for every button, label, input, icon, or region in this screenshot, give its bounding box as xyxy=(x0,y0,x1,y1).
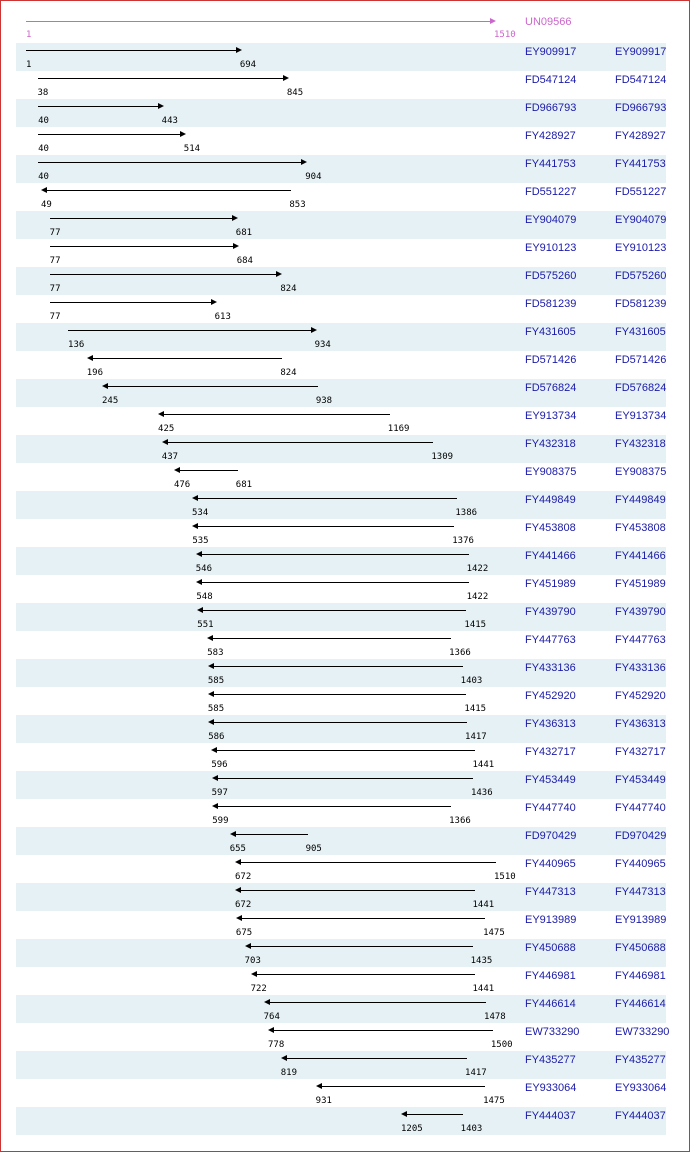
alignment-start: 476 xyxy=(173,480,191,490)
alignment-line xyxy=(203,610,466,611)
alignment-row xyxy=(1,155,689,183)
alignment-line xyxy=(168,442,434,443)
alignment-start: 585 xyxy=(207,704,225,714)
alignment-row xyxy=(1,939,689,967)
sequence-id-link[interactable]: EW733290 xyxy=(525,1026,580,1038)
sequence-id-link-secondary[interactable]: FY441753 xyxy=(615,158,666,170)
sequence-id-link-secondary[interactable]: FY447740 xyxy=(615,802,666,814)
sequence-id-link[interactable]: EY904079 xyxy=(525,214,577,226)
alignment-line xyxy=(50,302,211,303)
sequence-id-link[interactable]: FD551227 xyxy=(525,186,577,198)
alignment-start: 77 xyxy=(49,256,61,266)
sequence-id-link-secondary[interactable]: FY433136 xyxy=(615,662,666,674)
alignment-line xyxy=(218,778,473,779)
sequence-id-link[interactable]: FY452920 xyxy=(525,690,576,702)
sequence-id-link[interactable]: FD966793 xyxy=(525,102,577,114)
alignment-start: 599 xyxy=(212,816,229,826)
alignment-line xyxy=(251,946,473,947)
sequence-id-link[interactable]: FY431605 xyxy=(525,326,576,338)
alignment-start: 1205 xyxy=(401,1124,423,1134)
alignment-end: 1500 xyxy=(490,1040,513,1050)
alignment-start: 672 xyxy=(234,872,252,882)
alignment-row xyxy=(1,659,689,687)
alignment-end: 1403 xyxy=(460,676,483,686)
alignment-line xyxy=(38,162,301,163)
reverse-arrowhead xyxy=(264,999,270,1005)
sequence-id-link[interactable]: FY435277 xyxy=(525,1054,576,1066)
alignment-row xyxy=(1,827,689,855)
alignment-start: 425 xyxy=(158,424,175,434)
alignment-start: 40 xyxy=(38,116,49,126)
alignment-end: 1417 xyxy=(465,1068,487,1078)
alignment-row xyxy=(1,883,689,911)
reverse-arrowhead xyxy=(41,187,47,193)
sequence-id-link-secondary[interactable]: FD966793 xyxy=(615,102,667,114)
sequence-id-link-secondary[interactable]: EY909917 xyxy=(615,46,667,58)
alignment-end: 938 xyxy=(315,396,333,406)
alignment-end: 904 xyxy=(305,172,322,182)
alignment-row xyxy=(1,855,689,883)
alignment-line xyxy=(270,1002,486,1003)
alignment-row xyxy=(1,631,689,659)
alignment-row xyxy=(1,351,689,379)
sequence-id-link[interactable]: FY440965 xyxy=(525,858,576,870)
alignment-line xyxy=(214,666,463,667)
alignment-line xyxy=(38,78,283,79)
sequence-id-link-secondary[interactable]: EW733290 xyxy=(615,1026,670,1038)
reverse-arrowhead xyxy=(196,551,202,557)
alignment-end: 1510 xyxy=(494,872,516,882)
alignment-start: 672 xyxy=(234,900,252,910)
sequence-id-link-secondary[interactable]: FY453808 xyxy=(615,522,666,534)
alignment-end: 694 xyxy=(239,60,257,70)
reference-line xyxy=(26,21,490,22)
alignment-start: 546 xyxy=(195,564,212,574)
sequence-id-link-secondary[interactable]: FD576824 xyxy=(615,382,667,394)
alignment-row xyxy=(1,575,689,603)
alignment-end: 1403 xyxy=(460,1124,483,1134)
sequence-id-link[interactable]: FY441466 xyxy=(525,550,576,562)
alignment-line xyxy=(38,106,158,107)
forward-arrowhead xyxy=(158,103,164,109)
sequence-id-link-secondary[interactable]: FY441466 xyxy=(615,550,666,562)
sequence-id-link-secondary[interactable]: FY450688 xyxy=(615,942,666,954)
alignment-line xyxy=(322,1086,485,1087)
alignment-line xyxy=(241,890,475,891)
sequence-id-link[interactable]: FD970429 xyxy=(525,830,577,842)
alignment-end: 1422 xyxy=(466,592,489,602)
alignment-end: 1435 xyxy=(470,956,493,966)
alignment-end: 613 xyxy=(214,312,231,322)
sequence-id-link-secondary[interactable]: FY446981 xyxy=(615,970,666,982)
alignment-start: 778 xyxy=(268,1040,285,1050)
sequence-id-link[interactable]: FY447763 xyxy=(525,634,576,646)
sequence-id-link-secondary[interactable]: FY452920 xyxy=(615,690,666,702)
alignment-line xyxy=(164,414,390,415)
alignment-line xyxy=(274,1030,493,1031)
alignment-start: 655 xyxy=(229,844,246,854)
reverse-arrowhead xyxy=(207,635,213,641)
sequence-id-link[interactable]: FY450688 xyxy=(525,942,576,954)
reverse-arrowhead xyxy=(158,411,164,417)
alignment-end: 1415 xyxy=(464,620,487,630)
alignment-row xyxy=(1,911,689,939)
sequence-id-link[interactable]: EY913734 xyxy=(525,410,577,422)
alignment-row xyxy=(1,71,689,99)
alignment-line xyxy=(38,134,180,135)
sequence-id-link-secondary[interactable]: FD581239 xyxy=(615,298,667,310)
alignment-line xyxy=(50,218,232,219)
reverse-arrowhead xyxy=(245,943,251,949)
alignment-row xyxy=(1,99,689,127)
alignment-row xyxy=(1,211,689,239)
alignment-line xyxy=(241,862,496,863)
alignment-start: 245 xyxy=(101,396,119,406)
sequence-id-link[interactable]: FY446981 xyxy=(525,970,576,982)
sequence-id-link[interactable]: FD576824 xyxy=(525,382,577,394)
reverse-arrowhead xyxy=(401,1111,407,1117)
sequence-id-link[interactable]: FY444037 xyxy=(525,1110,576,1122)
alignment-end: 514 xyxy=(183,144,201,154)
alignment-end: 1436 xyxy=(470,788,493,798)
alignment-end: 824 xyxy=(280,284,297,294)
alignment-line xyxy=(218,806,451,807)
sequence-id-link-secondary[interactable]: FD575260 xyxy=(615,270,667,282)
reverse-arrowhead xyxy=(251,971,257,977)
alignment-start: 931 xyxy=(315,1096,332,1106)
sequence-id-link[interactable]: EY908375 xyxy=(525,466,577,478)
sequence-id-link-secondary[interactable]: FY447313 xyxy=(615,886,666,898)
alignment-line xyxy=(214,722,467,723)
sequence-id-link[interactable]: EY913989 xyxy=(525,914,577,926)
alignment-row xyxy=(1,323,689,351)
alignment-end: 1478 xyxy=(484,1012,506,1022)
sequence-id-link[interactable]: EY910123 xyxy=(525,242,577,254)
alignment-row xyxy=(1,519,689,547)
sequence-id-link-secondary[interactable]: FD571426 xyxy=(615,354,667,366)
sequence-id-link-secondary[interactable]: FY440965 xyxy=(615,858,666,870)
alignment-start: 1 xyxy=(26,60,32,70)
alignment-end: 443 xyxy=(161,116,178,126)
sequence-id-link-secondary[interactable]: FY432717 xyxy=(615,746,666,758)
alignment-line xyxy=(93,358,283,359)
alignment-start: 437 xyxy=(161,452,179,462)
reverse-arrowhead xyxy=(208,691,214,697)
sequence-id-link-secondary[interactable]: FY449849 xyxy=(615,494,666,506)
alignment-end: 1366 xyxy=(449,648,471,658)
alignment-end: 684 xyxy=(236,256,253,266)
alignment-start: 675 xyxy=(235,928,253,938)
sequence-id-link[interactable]: FY446614 xyxy=(525,998,576,1010)
alignment-start: 596 xyxy=(211,760,228,770)
alignment-row xyxy=(1,267,689,295)
forward-arrowhead xyxy=(311,327,317,333)
alignment-end: 1309 xyxy=(431,452,454,462)
alignment-start: 551 xyxy=(197,620,214,630)
sequence-id-link-secondary[interactable]: FD547124 xyxy=(615,74,667,86)
sequence-id-link-secondary[interactable]: FD551227 xyxy=(615,186,667,198)
alignment-line xyxy=(47,190,291,191)
alignment-end: 905 xyxy=(305,844,322,854)
alignment-start: 703 xyxy=(244,956,261,966)
alignment-start: 40 xyxy=(38,144,49,154)
sequence-id-link[interactable]: FY433136 xyxy=(525,662,576,674)
alignment-start: 764 xyxy=(263,1012,280,1022)
sequence-id-link[interactable]: FY447740 xyxy=(525,802,576,814)
alignment-row xyxy=(1,43,689,71)
alignment-line xyxy=(202,554,469,555)
sequence-id-link-secondary[interactable]: EY910123 xyxy=(615,242,667,254)
reference-row xyxy=(1,1,689,43)
alignment-end: 1169 xyxy=(387,424,410,434)
alignment-end: 1366 xyxy=(449,816,471,826)
sequence-id-link[interactable]: FD581239 xyxy=(525,298,577,310)
alignment-end: 681 xyxy=(235,228,253,238)
alignment-start: 548 xyxy=(196,592,213,602)
sequence-id-link[interactable]: FD571426 xyxy=(525,354,577,366)
reverse-arrowhead xyxy=(316,1083,322,1089)
sequence-id-link[interactable]: FY432318 xyxy=(525,438,576,450)
reverse-arrowhead xyxy=(208,719,214,725)
sequence-id-link-secondary[interactable]: EY913989 xyxy=(615,914,667,926)
sequence-id-link[interactable]: FY447313 xyxy=(525,886,576,898)
reverse-arrowhead xyxy=(174,467,180,473)
reverse-arrowhead xyxy=(196,579,202,585)
alignment-row xyxy=(1,407,689,435)
alignment-end: 845 xyxy=(286,88,304,98)
alignment-start: 38 xyxy=(37,88,49,98)
sequence-id-link[interactable]: FY441753 xyxy=(525,158,576,170)
alignment-end: 1422 xyxy=(466,564,489,574)
forward-arrowhead xyxy=(283,75,289,81)
alignment-row xyxy=(1,491,689,519)
reverse-arrowhead xyxy=(268,1027,274,1033)
alignment-start: 49 xyxy=(40,200,52,210)
alignment-line xyxy=(214,694,467,695)
alignment-line xyxy=(50,246,233,247)
alignment-list xyxy=(1,43,689,1135)
sequence-id-link-secondary[interactable]: EY904079 xyxy=(615,214,667,226)
reverse-arrowhead xyxy=(230,831,236,837)
alignment-start: 586 xyxy=(208,732,225,742)
sequence-id-link-secondary[interactable]: FY436313 xyxy=(615,718,666,730)
alignment-line xyxy=(198,526,454,527)
forward-arrowhead xyxy=(276,271,282,277)
alignment-row xyxy=(1,1051,689,1079)
alignment-row xyxy=(1,715,689,743)
alignment-row xyxy=(1,435,689,463)
alignment-end: 1376 xyxy=(452,536,474,546)
forward-arrowhead xyxy=(233,243,239,249)
alignment-row xyxy=(1,547,689,575)
alignment-end: 1441 xyxy=(472,900,495,910)
alignment-start: 535 xyxy=(192,536,209,546)
alignment-line xyxy=(26,50,236,51)
alignment-row xyxy=(1,603,689,631)
sequence-id-link[interactable]: FY453808 xyxy=(525,522,576,534)
alignment-row xyxy=(1,799,689,827)
alignment-line xyxy=(407,1114,463,1115)
sequence-id-link[interactable]: FY428927 xyxy=(525,130,576,142)
reference-end: 1510 xyxy=(494,30,516,40)
sequence-id-link[interactable]: EY909917 xyxy=(525,46,577,58)
sequence-id-link[interactable]: FY453449 xyxy=(525,774,576,786)
reverse-arrowhead xyxy=(162,439,168,445)
alignment-end: 934 xyxy=(314,340,331,350)
alignment-end: 1441 xyxy=(472,760,495,770)
alignment-end: 681 xyxy=(235,480,253,490)
reverse-arrowhead xyxy=(102,383,108,389)
sequence-id-link-secondary[interactable]: FY451989 xyxy=(615,578,666,590)
forward-arrowhead xyxy=(232,215,238,221)
reference-start: 1 xyxy=(26,30,32,40)
alignment-row xyxy=(1,239,689,267)
alignment-start: 722 xyxy=(250,984,267,994)
alignment-end: 1441 xyxy=(472,984,495,994)
reverse-arrowhead xyxy=(197,607,203,613)
alignment-row xyxy=(1,771,689,799)
alignment-row xyxy=(1,127,689,155)
reverse-arrowhead xyxy=(212,775,218,781)
alignment-end: 824 xyxy=(280,368,297,378)
alignment-row xyxy=(1,295,689,323)
sequence-id-link-secondary[interactable]: EY908375 xyxy=(615,466,667,478)
alignment-line xyxy=(213,638,451,639)
alignment-row xyxy=(1,1079,689,1107)
forward-arrowhead xyxy=(180,131,186,137)
alignment-line xyxy=(242,918,485,919)
alignment-row xyxy=(1,995,689,1023)
forward-arrowhead xyxy=(301,159,307,165)
alignment-start: 196 xyxy=(86,368,103,378)
alignment-line xyxy=(50,274,277,275)
alignment-line xyxy=(217,750,474,751)
alignment-row xyxy=(1,1107,689,1135)
reverse-arrowhead xyxy=(87,355,93,361)
sequence-id-link[interactable]: FY451989 xyxy=(525,578,576,590)
sequence-id-link[interactable]: FD547124 xyxy=(525,74,577,86)
sequence-id-link-secondary[interactable]: FY453449 xyxy=(615,774,666,786)
alignment-line xyxy=(257,974,475,975)
alignment-start: 136 xyxy=(68,340,85,350)
sequence-id-link[interactable]: EY933064 xyxy=(525,1082,577,1094)
alignment-end: 853 xyxy=(289,200,306,210)
forward-arrowhead xyxy=(211,299,217,305)
sequence-id-link-secondary[interactable]: FY431605 xyxy=(615,326,666,338)
reverse-arrowhead xyxy=(192,523,198,529)
sequence-id-link-secondary[interactable]: FY447763 xyxy=(615,634,666,646)
sequence-id-link[interactable]: FY432717 xyxy=(525,746,576,758)
alignment-end: 1475 xyxy=(483,1096,505,1106)
reverse-arrowhead xyxy=(281,1055,287,1061)
alignment-line xyxy=(198,498,457,499)
alignment-row xyxy=(1,967,689,995)
sequence-id-link-secondary[interactable]: FD970429 xyxy=(615,830,667,842)
sequence-id-link-secondary[interactable]: EY913734 xyxy=(615,410,667,422)
alignment-line xyxy=(236,834,308,835)
alignment-start: 585 xyxy=(207,676,225,686)
alignment-row xyxy=(1,1023,689,1051)
alignment-end: 1415 xyxy=(464,704,487,714)
reverse-arrowhead xyxy=(208,663,214,669)
sequence-id-link[interactable]: FY449849 xyxy=(525,494,576,506)
alignment-row xyxy=(1,687,689,715)
alignment-end: 1475 xyxy=(483,928,505,938)
alignment-row xyxy=(1,379,689,407)
reverse-arrowhead xyxy=(192,495,198,501)
reverse-arrowhead xyxy=(235,859,241,865)
alignment-start: 77 xyxy=(49,284,61,294)
reference-id-link[interactable]: UN09566 xyxy=(525,16,572,28)
sequence-id-link[interactable]: FY436313 xyxy=(525,718,576,730)
reference-arrowhead xyxy=(490,18,496,24)
sequence-id-link-secondary[interactable]: FY444037 xyxy=(615,1110,666,1122)
reverse-arrowhead xyxy=(236,915,242,921)
alignment-line xyxy=(68,330,311,331)
sequence-id-link[interactable]: FD575260 xyxy=(525,270,577,282)
sequence-id-link-secondary[interactable]: FY435277 xyxy=(615,1054,666,1066)
alignment-start: 583 xyxy=(207,648,224,658)
alignment-row xyxy=(1,743,689,771)
reverse-arrowhead xyxy=(211,747,217,753)
sequence-id-link-secondary[interactable]: FY446614 xyxy=(615,998,666,1010)
sequence-id-link-secondary[interactable]: FY432318 xyxy=(615,438,666,450)
alignment-start: 597 xyxy=(211,788,228,798)
alignment-row xyxy=(1,183,689,211)
alignment-line xyxy=(202,582,468,583)
alignment-start: 534 xyxy=(192,508,209,518)
reverse-arrowhead xyxy=(235,887,241,893)
alignment-line xyxy=(287,1058,467,1059)
alignment-start: 40 xyxy=(38,172,49,182)
alignment-row xyxy=(1,463,689,491)
sequence-id-link-secondary[interactable]: FY428927 xyxy=(615,130,666,142)
alignment-start: 77 xyxy=(49,312,61,322)
sequence-id-link[interactable]: FY439790 xyxy=(525,606,576,618)
alignment-end: 1386 xyxy=(455,508,478,518)
alignment-start: 819 xyxy=(280,1068,298,1078)
alignment-line xyxy=(108,386,318,387)
sequence-id-link-secondary[interactable]: FY439790 xyxy=(615,606,666,618)
alignment-end: 1417 xyxy=(465,732,487,742)
alignment-line xyxy=(180,470,238,471)
reverse-arrowhead xyxy=(212,803,218,809)
forward-arrowhead xyxy=(236,47,242,53)
sequence-id-link-secondary[interactable]: EY933064 xyxy=(615,1082,667,1094)
alignment-start: 77 xyxy=(49,228,61,238)
